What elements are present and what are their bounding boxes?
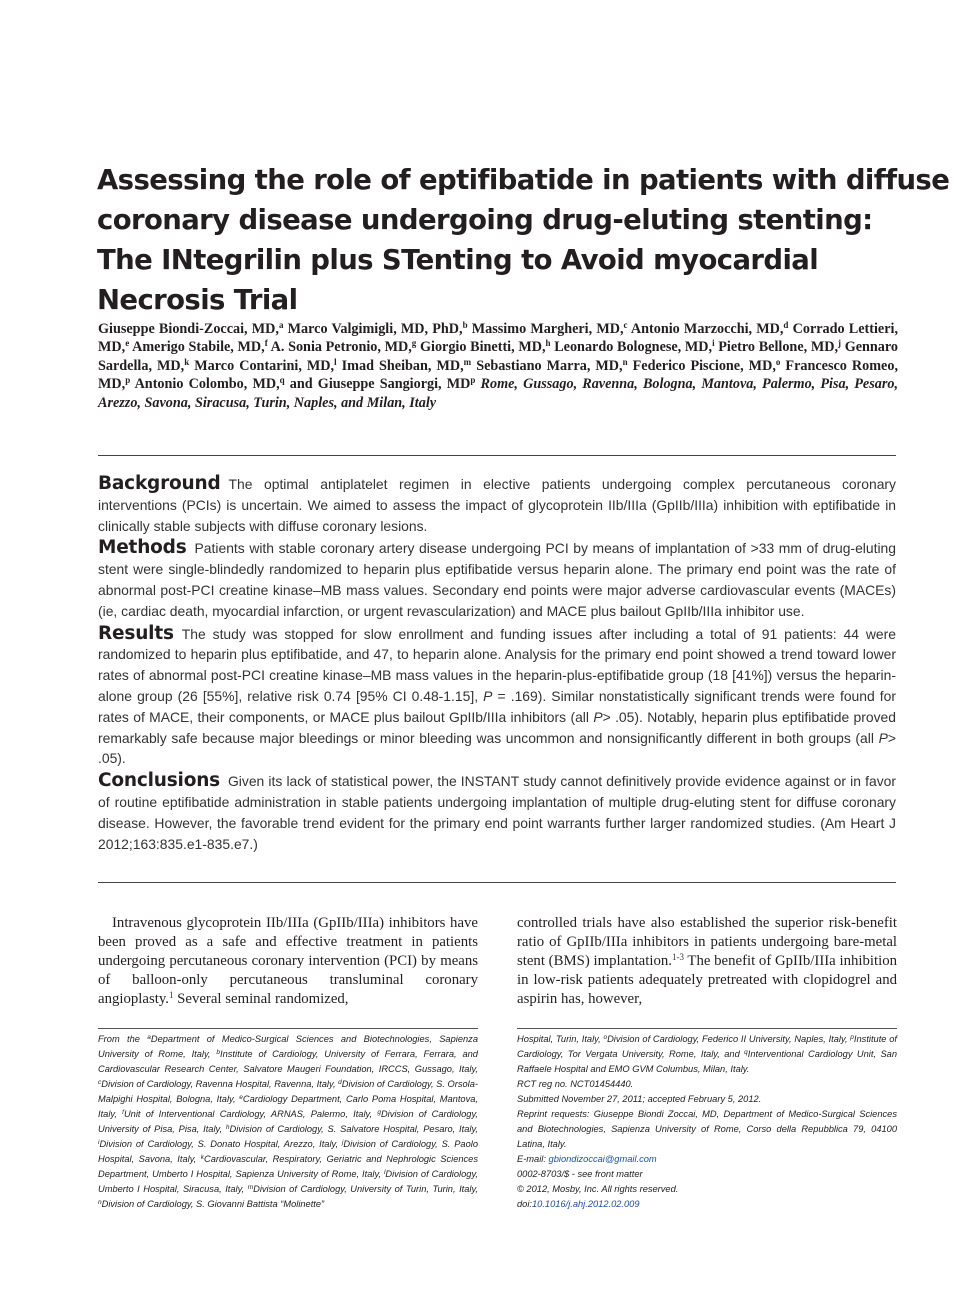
affiliation-text: Division of Cardiology, Ravenna Hospital, Ravenna, Italy, <box>101 1079 339 1089</box>
conclusions-text: Given its lack of statistical power, the INSTANT study cannot definitively provide evidence against or in favor of routine eptifibatide administration in stable patients undergoing implantation of multiple drug-eluting stent for diffuse coronary disease. However, the favorable trend evident for the primary end point warrants further larger randomized studies. (Am Heart J 2012;163:835.e1-835.e7.) <box>98 773 896 852</box>
affiliation-text: Cardiology Department, Carlo Poma Hospital, Mantova, Italy, <box>98 1094 478 1119</box>
body-text: The benefit of GpIIb/IIIa inhibition in low-risk patients adequately pretreated with clopidogrel and aspirin has, however, <box>517 953 898 1007</box>
affiliation-marker: m <box>247 1184 254 1191</box>
body-text: Several seminal randomized, <box>177 991 349 1007</box>
affiliation-marker: c <box>98 1079 102 1086</box>
affiliation-marker: j <box>341 1139 344 1146</box>
abstract-results <box>98 624 896 770</box>
affiliation-marker: o <box>775 356 781 367</box>
author-name: Giuseppe Biondi-Zoccai, MD, <box>98 321 279 337</box>
affiliation-marker: e <box>125 338 130 349</box>
affiliation-text: Institute of Cardiology, Tor Vergata University, Rome, Italy, and <box>517 1034 897 1059</box>
methods-text: Patients with stable coronary artery disease undergoing PCI by means of implantation of >33 mm of drug-eluting stent were single-blindedly randomized to heparin plus eptifibatide versus heparin alone. The primary end point was the rate of abnormal post-PCI creatine kinase–MB mass values. Secondary end points were major adverse cardiovascular events (MACEs) (ie, cardiac death, myocardial infarction, or urgent revascularization) and MACE plus bailout GpIIb/IIIa inhibitor use. <box>98 540 896 619</box>
reference-citation[interactable]: 1 <box>168 990 174 1000</box>
author-name: Sebastiano Marra, MD, <box>476 357 623 374</box>
affiliation-marker: h <box>545 338 551 349</box>
affiliation-text: Institute of Cardiology, University of Ferrara, Ferrara, and Cardiovascular Research Center, Salvatore Maugeri Foundation, IRCCS, Gussago, Italy, <box>98 1049 478 1074</box>
affiliation-marker: p <box>470 375 476 386</box>
affiliation-text: Division of Cardiology, S. Orsola-Malpighi Hospital, Bologna, Italy, <box>98 1079 478 1104</box>
trial-registration: RCT reg no. NCT01454440. <box>517 1079 634 1089</box>
title-line: The INtegrilin plus STenting to Avoid myocardial <box>97 244 819 276</box>
affiliation-marker: m <box>463 356 472 367</box>
footnote-rule-left <box>98 1028 478 1029</box>
doi-link[interactable]: 10.1016/j.ahj.2012.02.009 <box>532 1199 640 1209</box>
affiliation-marker: l <box>383 1169 386 1176</box>
affiliation-text: Division of Cardiology, Umberto I Hospital, Siracusa, Italy, <box>98 1169 478 1194</box>
title-line: Necrosis Trial <box>97 284 298 316</box>
results-text: > .05). <box>98 729 897 767</box>
email-label: E-mail: <box>517 1154 546 1164</box>
affiliation-marker: a <box>147 1034 151 1041</box>
affiliation-marker: d <box>338 1079 342 1086</box>
affiliation-marker: j <box>838 338 842 349</box>
affiliation-text: Department of Medico-Surgical Sciences and Biotechnologies, Sapienza University of Rome, Italy, <box>98 1034 478 1059</box>
affiliation-text: From the <box>98 1034 148 1044</box>
affiliation-marker: d <box>783 320 789 330</box>
body-column-left <box>98 914 478 1009</box>
affiliation-marker: n <box>622 356 628 367</box>
author-name: Amerigo Stabile, MD, <box>132 339 265 356</box>
affiliation-text: Unit of Interventional Cardiology, ARNAS, Palermo, Italy, <box>123 1109 378 1119</box>
abstract <box>98 474 896 856</box>
issn-line: 0002-8703/$ - see front matter <box>517 1169 643 1179</box>
author-name: Massimo Margheri, MD, <box>471 321 624 337</box>
affiliation-text: Division of Cardiology, University of Pisa, Pisa, Italy, <box>98 1109 478 1134</box>
background-heading: Background <box>98 473 221 494</box>
affiliation-marker: o <box>603 1034 608 1041</box>
p-value-symbol: P <box>593 708 603 725</box>
author-name: Antonio Colombo, MD, <box>134 376 280 393</box>
footnote-affiliations-left <box>98 1032 478 1212</box>
results-text: The study was stopped for slow enrollment and funding issues after including a total of 91 patients: 44 were randomized to heparin plus eptifibatide, and 47, to heparin alone. Analysis for the primary end point showed a trend toward lower rates of abnormal post-PCI creatine kinase–MB mass values in the heparin-plus-eptifibatide group (18 [41%]) versus the heparin-alone group (26 [55%], relative risk 0.74 [95% CI 0.48-1.15], <box>98 625 896 704</box>
reference-citation[interactable]: 1-3 <box>671 952 684 962</box>
author-name: A. Sonia Petronio, MD, <box>270 339 412 356</box>
abstract-bottom-rule <box>98 882 896 883</box>
email-link[interactable]: gbiondizoccai@gmail.com <box>548 1154 657 1164</box>
p-value-symbol: P <box>878 729 888 746</box>
body-text: controlled trials have also established the superior risk-benefit ratio of GpIIb/IIIa inhibitors in patients undergoing bare-metal stent (BMS) implantation. <box>517 915 897 969</box>
affiliation-marker: c <box>623 320 628 330</box>
affiliation-marker: b <box>216 1049 221 1056</box>
author-name: Federico Piscione, MD, <box>632 357 776 374</box>
author-list <box>98 320 898 412</box>
p-value-symbol: P <box>483 687 493 704</box>
affiliation-marker: p <box>850 1034 854 1041</box>
email-line <box>517 1152 897 1167</box>
body-column-right <box>517 914 897 1009</box>
affiliation-marker: p <box>125 375 131 386</box>
author-name: Pietro Bellone, MD, <box>718 339 839 356</box>
author-name: Corrado Lettieri, MD, <box>98 321 899 356</box>
affiliation-marker: g <box>411 338 417 349</box>
reprint-requests: Reprint requests: Giuseppe Biondi Zoccai, MD, Department of Medico-Surgical Sciences and Biotechnologies, Sapienza University of Rome, Corso della Repubblica 79, 04100 Latina, Italy. <box>517 1109 897 1149</box>
doi-line <box>517 1197 897 1212</box>
title-line: Assessing the role of eptifibatide in patients with diffuse <box>97 164 950 196</box>
body-text: Intravenous glycoprotein IIb/IIIa (GpIIb/IIIa) inhibitors have been proved as a safe and effective treatment in patients undergoing percutaneous coronary intervention (PCI) by means of balloon-only percutaneous transluminal coronary angioplasty. <box>98 915 478 1007</box>
affiliation-text: Division of Cardiology, S. Donato Hospital, Arezzo, Italy, <box>99 1139 342 1149</box>
affiliation-marker: l <box>334 356 337 367</box>
author-name: Antonio Marzocchi, MD, <box>630 321 784 337</box>
copyright-line: © 2012, Mosby, Inc. All rights reserved. <box>517 1184 679 1194</box>
results-heading: Results <box>98 622 174 644</box>
affiliation-text: Interventional Cardiology Unit, San Raffaele Hospital and EMO GVM Columbus, Milan, Italy. <box>517 1049 897 1074</box>
affiliation-marker: h <box>225 1124 230 1131</box>
affiliation-marker: a <box>278 320 284 330</box>
affiliation-text: Hospital, Turin, Italy, <box>517 1034 604 1044</box>
results-text: > .05). Notably, heparin plus eptifibatide proved remarkably safe because major bleedings or minor bleeding was uncommon and nonsignificantly different in both groups (all <box>98 708 897 746</box>
affiliation-marker: i <box>712 338 715 349</box>
affiliation-text: Division of Cardiology, Federico II University, Naples, Italy, <box>607 1034 851 1044</box>
affiliation-marker: i <box>98 1139 100 1146</box>
conclusions-heading: Conclusions <box>98 770 220 792</box>
affiliation-text: Division of Cardiology, University of Turin, Turin, Italy, <box>253 1184 479 1194</box>
affiliation-text: Division of Cardiology, S. Paolo Hospital, Savona, Italy, <box>98 1139 479 1164</box>
methods-heading: Methods <box>98 537 187 559</box>
affiliation-marker: e <box>239 1094 243 1101</box>
footnote-right <box>517 1032 897 1212</box>
affiliation-marker: f <box>264 338 268 349</box>
affiliation-marker: q <box>279 375 285 386</box>
affiliation-marker: f <box>122 1109 124 1116</box>
abstract-conclusions <box>98 771 896 854</box>
author-name: and Giuseppe Sangiorgi, MD <box>289 376 471 393</box>
doi-label: doi: <box>517 1199 532 1209</box>
author-name: Leonardo Bolognese, MD, <box>554 339 713 356</box>
affiliation-cities: Rome, Gussago, Ravenna, Bologna, Mantova, Palermo, Pisa, Pesaro, Arezzo, Savona, Siracusa, Turin, Naples, and Milan, Italy <box>98 376 899 411</box>
affiliation-text: Division of Cardiology, S. Giovanni Battista “Molinette” <box>101 1199 325 1209</box>
article-title <box>97 160 950 320</box>
author-name: Francesco Romeo, MD, <box>98 357 898 393</box>
affiliation-text: Cardiovascular, Respiratory, Geriatric and Nephrologic Sciences Department, Umberto I Hospital, Sapienza University of Rome, Italy, <box>98 1154 478 1179</box>
author-name: Marco Valgimigli, MD, PhD, <box>287 321 463 337</box>
author-name: Imad Sheiban, MD, <box>341 357 464 374</box>
abstract-methods <box>98 538 896 621</box>
background-text: The optimal antiplatelet regimen in elective patients undergoing complex percutaneous coronary interventions (PCIs) is uncertain. We aimed to assess the impact of glycoprotein IIb/IIIa (GpIIb/IIIa) inhibition with eptifibatide in clinically stable subjects with diffuse coronary lesions. <box>98 476 896 534</box>
affiliation-marker: b <box>462 320 468 330</box>
author-name: Gennaro Sardella, MD, <box>98 339 899 374</box>
affiliation-marker: k <box>200 1154 204 1161</box>
results-text: = .169). Similar nonstatistically significant trends were found for rates of MACE, their components, or MACE plus bailout GpIIb/IIIa inhibitors (all <box>98 687 897 725</box>
abstract-background <box>98 474 896 536</box>
affiliation-marker: g <box>377 1109 381 1116</box>
footnote-rule-right <box>517 1028 897 1029</box>
author-name: Giorgio Binetti, MD, <box>419 339 546 356</box>
affiliation-marker: n <box>98 1199 102 1206</box>
author-name: Marco Contarini, MD, <box>194 357 335 374</box>
abstract-top-rule <box>98 455 896 456</box>
affiliation-marker: k <box>184 356 190 367</box>
title-line: coronary disease undergoing drug-eluting stenting: <box>97 204 873 236</box>
affiliation-marker: q <box>744 1049 748 1056</box>
submission-dates: Submitted November 27, 2011; accepted February 5, 2012. <box>517 1094 762 1104</box>
affiliation-text: Division of Cardiology, S. Salvatore Hospital, Pesaro, Italy, <box>229 1124 478 1134</box>
